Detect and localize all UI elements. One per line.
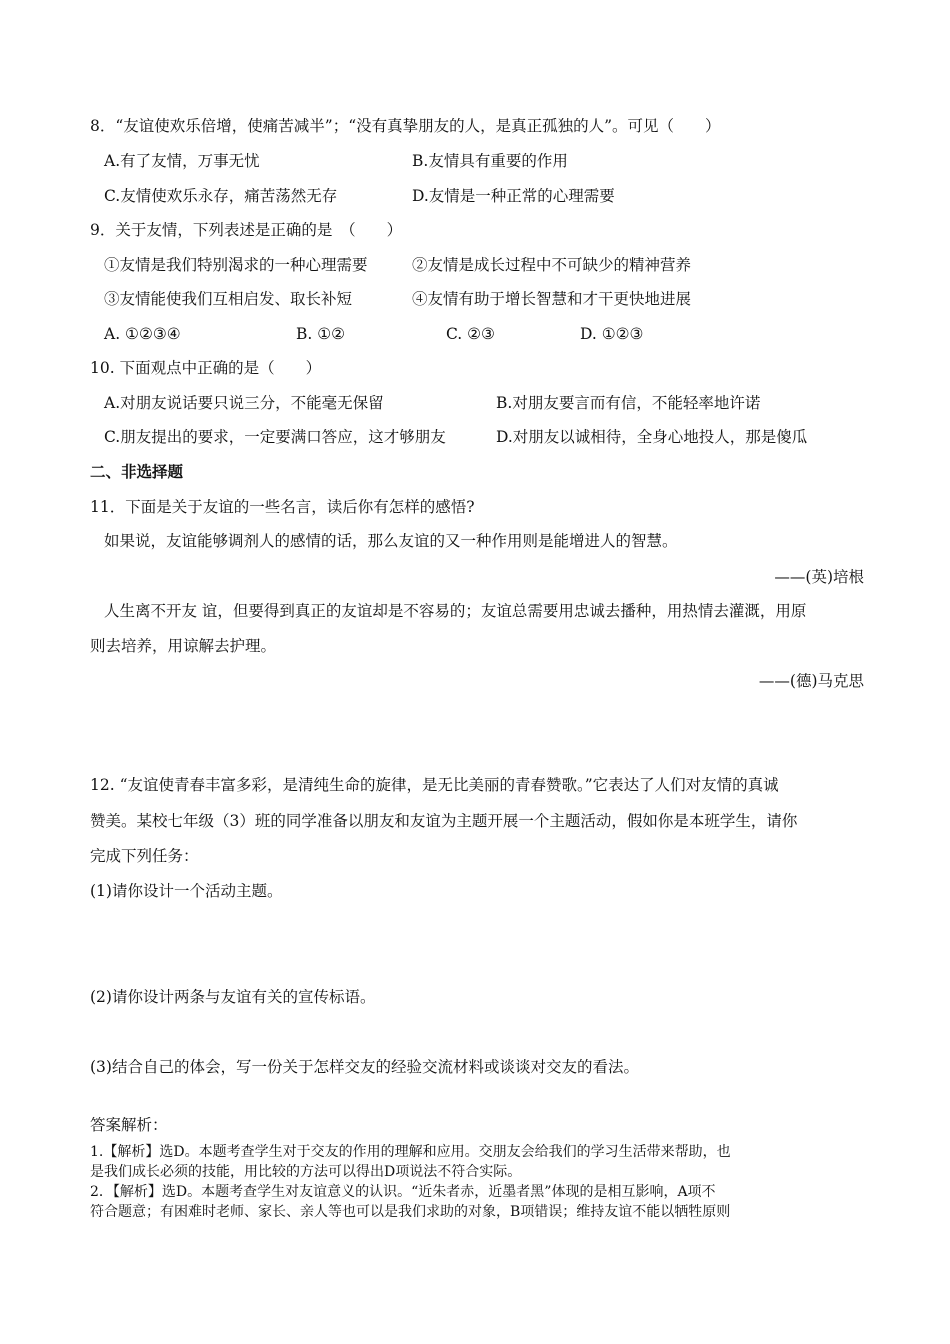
q10-option-a: A.对朋友说话要只说三分，不能毫无保留 — [104, 394, 384, 412]
q12-line-2: 赞美。某校七年级（3）班的同学准备以朋友和友谊为主题开展一个主题活动，假如你是本班学生，请你 — [90, 812, 798, 830]
q8-option-b: B.友情具有重要的作用 — [412, 152, 568, 170]
answer-2-line-1: 2．【解析】选D。本题考查学生对友谊意义的认识。“近朱者赤，近墨者黑”体现的是相互影响，A项不 — [90, 1184, 716, 1200]
q12-task-1: (1)请你设计一个活动主题。 — [90, 882, 283, 900]
q11-quote-2-line-1: 人生离不开友 谊，但要得到真正的友谊却是不容易的；友谊总需要用忠诚去播种，用热情去灌溉，用原 — [104, 602, 807, 620]
q10-option-d: D.对朋友以诚相待，全身心地投人，那是傻瓜 — [496, 428, 808, 446]
q11-quote-1: 如果说，友谊能够调剂人的感情的话，那么友谊的又一种作用则是能增进人的智慧。 — [104, 532, 678, 550]
answer-2-line-2: 符合题意；有困难时老师、家长、亲人等也可以是我们求助的对象，B项错误；维持友谊不能以牺牲原则 — [90, 1204, 731, 1220]
q12-line-1: 12. “友谊使青春丰富多彩，是清纯生命的旋律，是无比美丽的青春赞歌。”它表达了人们对友情的真诚 — [90, 776, 779, 794]
q9-stem: 9．关于友情，下列表述是正确的是 （ ） — [90, 221, 403, 239]
q11-author-1: ——(英)培根 — [774, 568, 864, 586]
q11-author-2: ——(德)马克思 — [758, 672, 864, 690]
q9-option-b: B. ①② — [296, 325, 346, 343]
q11-quote-2-line-2: 则去培养，用谅解去护理。 — [90, 637, 277, 655]
q9-option-d: D. ①②③ — [580, 325, 644, 343]
answer-1-line-1: 1.【解析】选D。本题考查学生对于交友的作用的理解和应用。交朋友会给我们的学习生活带来帮助，也 — [90, 1144, 731, 1160]
q12-line-3: 完成下列任务： — [90, 847, 199, 865]
q8-option-d: D.友情是一种正常的心理需要 — [412, 187, 615, 205]
q9-statement-3: ③友情能使我们互相启发、取长补短 — [104, 290, 353, 308]
q9-statement-4: ④友情有助于增长智慧和才干更快地进展 — [412, 290, 692, 308]
answers-title: 答案解析： — [90, 1116, 168, 1134]
q12-task-2: (2)请你设计两条与友谊有关的宣传标语。 — [90, 988, 376, 1006]
q10-option-c: C.朋友提出的要求，一定要满口答应，这才够朋友 — [104, 428, 446, 446]
answer-1-line-2: 是我们成长必须的技能，用比较的方法可以得出D项说法不符合实际。 — [90, 1164, 522, 1180]
q9-option-c: C. ②③ — [446, 325, 495, 343]
q8-stem: 8．“友谊使欢乐倍增，使痛苦减半”；“没有真挚朋友的人，是真正孤独的人”。可见（ ） — [90, 117, 721, 135]
q11-stem: 11．下面是关于友谊的一些名言，读后你有怎样的感悟? — [90, 498, 475, 516]
q8-option-c: C.友情使欢乐永存，痛苦荡然无存 — [104, 187, 338, 205]
q9-statement-2: ②友情是成长过程中不可缺少的精神营养 — [412, 256, 692, 274]
q10-stem: 10. 下面观点中正确的是（ ） — [90, 359, 322, 377]
section-title: 二、非选择题 — [90, 463, 184, 481]
q12-task-3: (3)结合自己的体会，写一份关于怎样交友的经验交流材料或谈谈对交友的看法。 — [90, 1058, 639, 1076]
q10-option-b: B.对朋友要言而有信，不能轻率地许诺 — [496, 394, 761, 412]
q9-statement-1: ①友情是我们特别渴求的一种心理需要 — [104, 256, 368, 274]
q8-option-a: A.有了友情，万事无忧 — [104, 152, 260, 170]
q9-option-a: A. ①②③④ — [104, 325, 181, 343]
